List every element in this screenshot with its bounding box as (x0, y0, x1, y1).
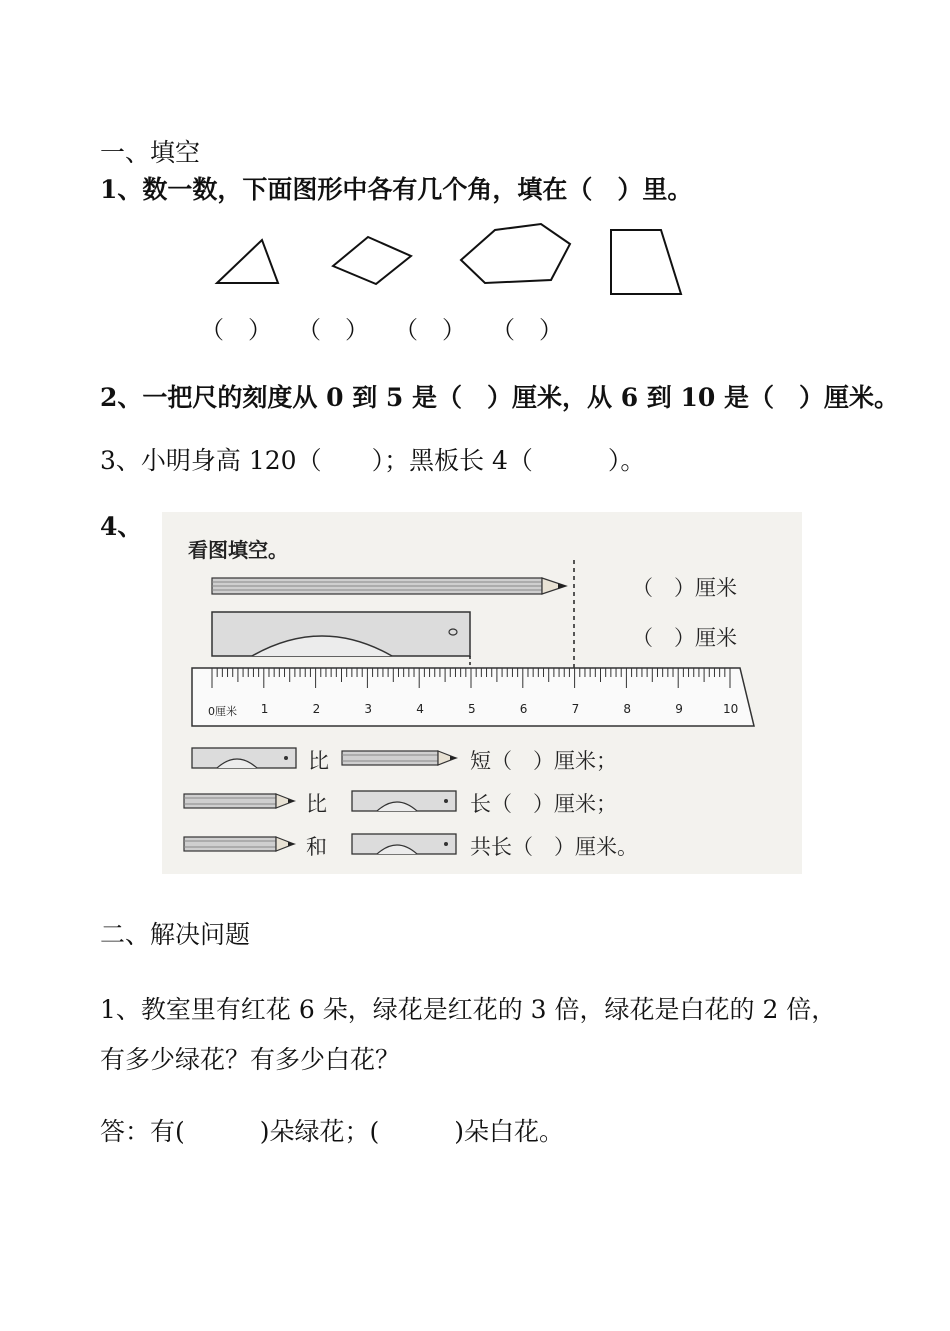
question-4-label: 4、 (100, 512, 143, 541)
row3-compare-word: 和 (306, 835, 327, 859)
pencil-length-answer[interactable]: （ ）厘米 (632, 576, 737, 600)
ruler-number-9: 9 (675, 702, 683, 716)
row1-pencil-icon (342, 751, 458, 765)
row2-answer[interactable]: 长（ ）厘米； (470, 792, 617, 816)
angle-answer-1[interactable]: （ ） (200, 316, 272, 344)
question-1-text: 1、数一数，下面图形中各有几个角，填在（ ）里。 (100, 175, 693, 204)
row1-ruler-icon (192, 748, 296, 768)
ruler-piece-length-answer[interactable]: （ ）厘米 (632, 626, 737, 650)
quadrilateral-shape (333, 237, 411, 284)
section-two-title: 二、解决问题 (100, 920, 251, 949)
measurement-figure (162, 512, 802, 874)
ruler-number-3: 3 (364, 702, 373, 716)
question-2-text: 2、一把尺的刻度从 0 到 5 是（ ）厘米，从 6 到 10 是（ ）厘米。 (100, 383, 900, 412)
trapezoid-shape (611, 230, 681, 294)
angle-answer-2[interactable]: （ ） (297, 316, 369, 344)
problem-1-answer[interactable]: 答：有( )朵绿花；( )朵白花。 (100, 1117, 565, 1146)
long-ruler-piece-icon (212, 612, 470, 656)
angle-answer-row (200, 310, 588, 345)
measuring-ruler-icon (192, 668, 754, 726)
row3-pencil-icon (184, 837, 296, 851)
row1-answer[interactable]: 短（ ）厘米； (470, 749, 617, 773)
ruler-number-7: 7 (571, 702, 580, 716)
problem-1-line-1: 1、教室里有红花 6 朵，绿花是红花的 3 倍，绿花是白花的 2 倍， (100, 995, 837, 1024)
ruler-number-5: 5 (468, 702, 476, 716)
section-one-title: 一、填空 (100, 138, 201, 167)
row3-ruler-icon (352, 834, 456, 854)
ruler-number-2: 2 (312, 702, 321, 716)
ruler-unit-label: 0厘米 (208, 705, 237, 718)
hexagon-shape (461, 224, 570, 283)
problem-1-line-2: 有多少绿花？有多少白花？ (100, 1045, 401, 1074)
triangle-shape (217, 240, 278, 283)
figure-title: 看图填空。 (188, 538, 288, 562)
row1-compare-word: 比 (308, 749, 329, 773)
row2-compare-word: 比 (306, 792, 327, 816)
long-pencil-icon (212, 578, 567, 594)
row3-answer[interactable]: 共长（ ）厘米。 (470, 835, 638, 859)
ruler-number-1: 1 (260, 702, 269, 716)
ruler-number-10: 10 (723, 702, 739, 716)
row2-ruler-icon (352, 791, 456, 811)
row2-pencil-icon (184, 794, 296, 808)
ruler-number-4: 4 (416, 702, 424, 716)
ruler-number-6: 6 (519, 702, 528, 716)
question-3-text: 3、小明身高 120（ ）；黑板长 4（ ）。 (100, 446, 646, 475)
ruler-number-8: 8 (623, 702, 632, 716)
polygon-shapes (195, 218, 715, 308)
angle-answer-4[interactable]: （ ） (491, 316, 563, 344)
angle-answer-3[interactable]: （ ） (394, 316, 466, 344)
figure-drawing (162, 512, 802, 874)
